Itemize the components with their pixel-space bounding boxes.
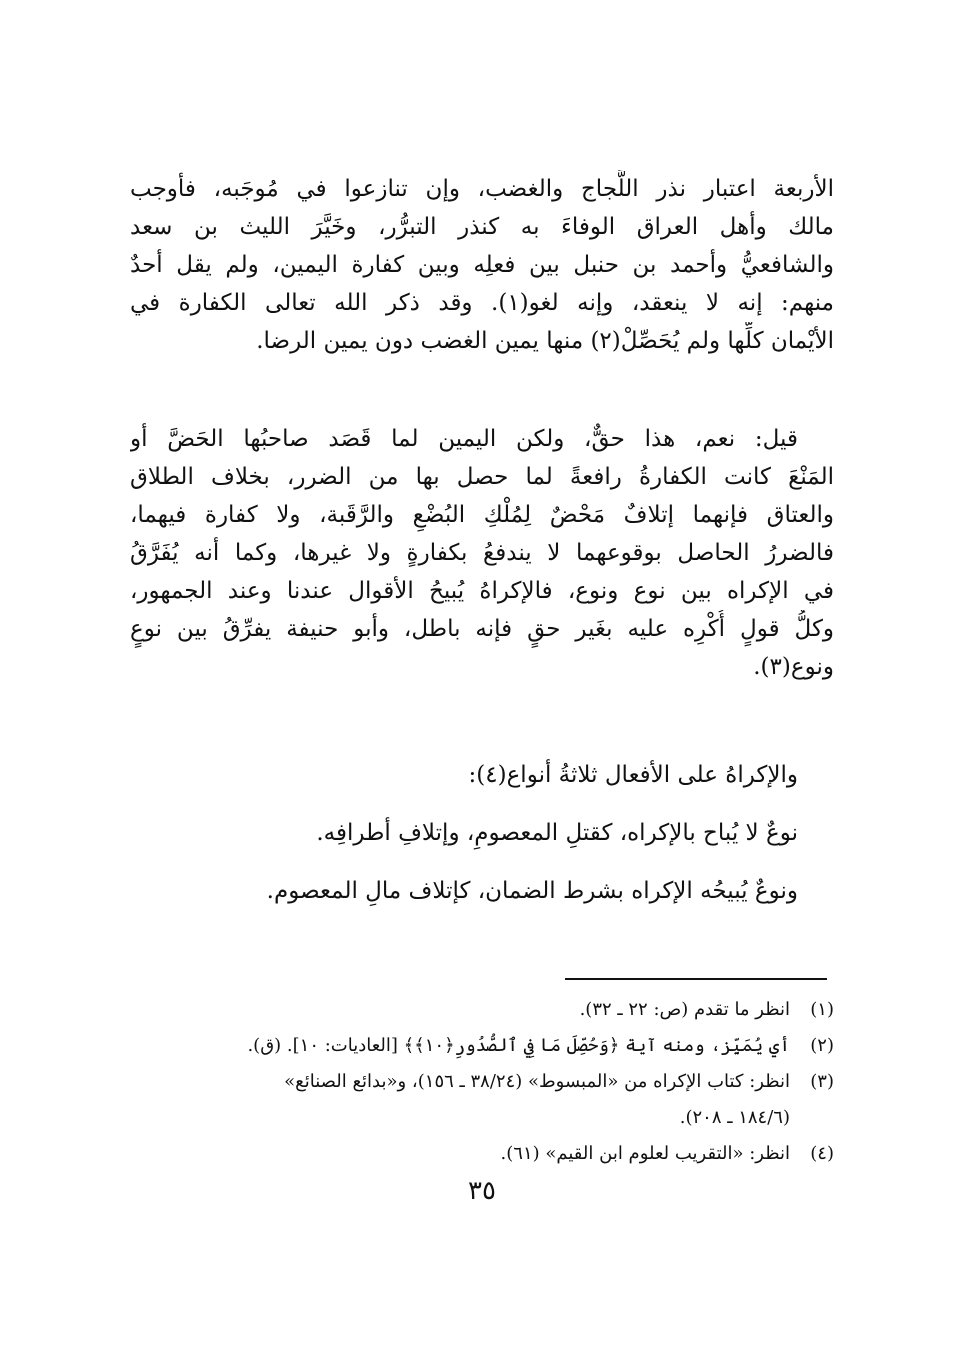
text-line: في الإكراه بين نوع ونوع، فالإكراهُ يُبيحُ الأقوال عندنا وعند الجمهور، — [130, 578, 834, 604]
footnote — [130, 1136, 834, 1172]
text-line: الأربعة اعتبار نذر اللَّجاج والغضب، وإن تنازعوا في مُوجَبه، فأوجب — [130, 176, 834, 202]
footnote-number: (٤) — [810, 1143, 834, 1164]
text-line: قيل: نعم، هذا حقٌّ، ولكن اليمين لما قَصَد صاحبُها الحَضَّ أو — [130, 426, 798, 452]
footnote-body — [130, 1064, 790, 1136]
list-item: نوعٌ لا يُباح بالإكراه، كقتلِ المعصومِ، وإتلافِ أطرافِه. — [316, 820, 798, 846]
footnotes — [130, 992, 834, 1172]
text-line: المَنْعَ كانت الكفارةُ رافعةً لما حصل بها من الضرر، بخلاف الطلاق — [130, 464, 834, 490]
footnote-number: (٣) — [810, 1071, 834, 1092]
footnote-text-continued: (١٨٤/٦ ـ ٢٠٨). — [679, 1107, 790, 1128]
footnote-text: انظر ما تقدم (ص: ٢٢ ـ ٣٢). — [579, 999, 790, 1020]
footnote-number: (١) — [810, 999, 834, 1020]
text-line: ونوع(٣). — [753, 654, 834, 680]
footnote — [130, 992, 834, 1028]
text-line: والعتاق فإنهما إتلافٌ مَحْضٌ لِمُلْكِ البُضْعِ والرَّقَبة، ولا كفارة فيهما، — [130, 502, 834, 528]
paragraph-3 — [130, 746, 834, 920]
page-number: ٣٥ — [468, 1176, 496, 1206]
footnote-number: (٢) — [810, 1035, 834, 1056]
footnote-separator — [565, 978, 827, 980]
text-line: مالك وأهل العراق الوفاءَ به كنذر التبرُّر، وخَيَّرَ الليث بن سعد — [130, 214, 834, 240]
text-line: وكلُّ قولٍ أُكْرِه عليه بغَير حقٍ فإنه باطل، وأبو حنيفة يفرِّقُ بين نوعٍ — [130, 616, 834, 642]
text-line: منهم: إنه لا ينعقد، وإنه لغو(١). وقد ذكر الله تعالى الكفارة في — [130, 290, 834, 316]
text-line: فالضررُ الحاصل بوقوعهما لا يندفعُ بكفارةٍ ولا غيرها، وكما أنه يُفَرَّقُ — [130, 540, 834, 566]
text-line: والشافعيُّ وأحمد بن حنبل بين فعلِه وبين كفارة اليمين، ولم يقل أحدٌ — [130, 252, 834, 278]
footnote-text: انظر: كتاب الإكراه من «المبسوط» (٣٨/٢٤ ـ ١٥٦)، و«بدائع الصنائع» — [284, 1071, 790, 1092]
footnote-text: انظر: «التقريب لعلوم ابن القيم» (٦١). — [500, 1143, 790, 1164]
footnote — [130, 1028, 834, 1064]
footnote — [130, 1064, 834, 1136]
paragraph-1 — [130, 170, 834, 360]
section-heading-line: والإكراهُ على الأفعال ثلاثةُ أنواع(٤): — [468, 762, 798, 788]
text-line: الأيْمان كلِّها ولم يُحَصِّلْ(٢) منها يمين الغضب دون يمين الرضا. — [256, 328, 834, 354]
paragraph-2 — [130, 420, 834, 686]
footnote-text: أي يُمَيِّز، ومنه آية ﴿وَحُصِّلَ مَا فِي ٱلصُّدُورِ﴿١٠﴾﴾ [العاديات: ١٠]. (ق). — [247, 1035, 790, 1056]
list-item: ونوعٌ يُبيحُه الإكراه بشرط الضمان، كإتلاف مالِ المعصوم. — [266, 878, 798, 904]
